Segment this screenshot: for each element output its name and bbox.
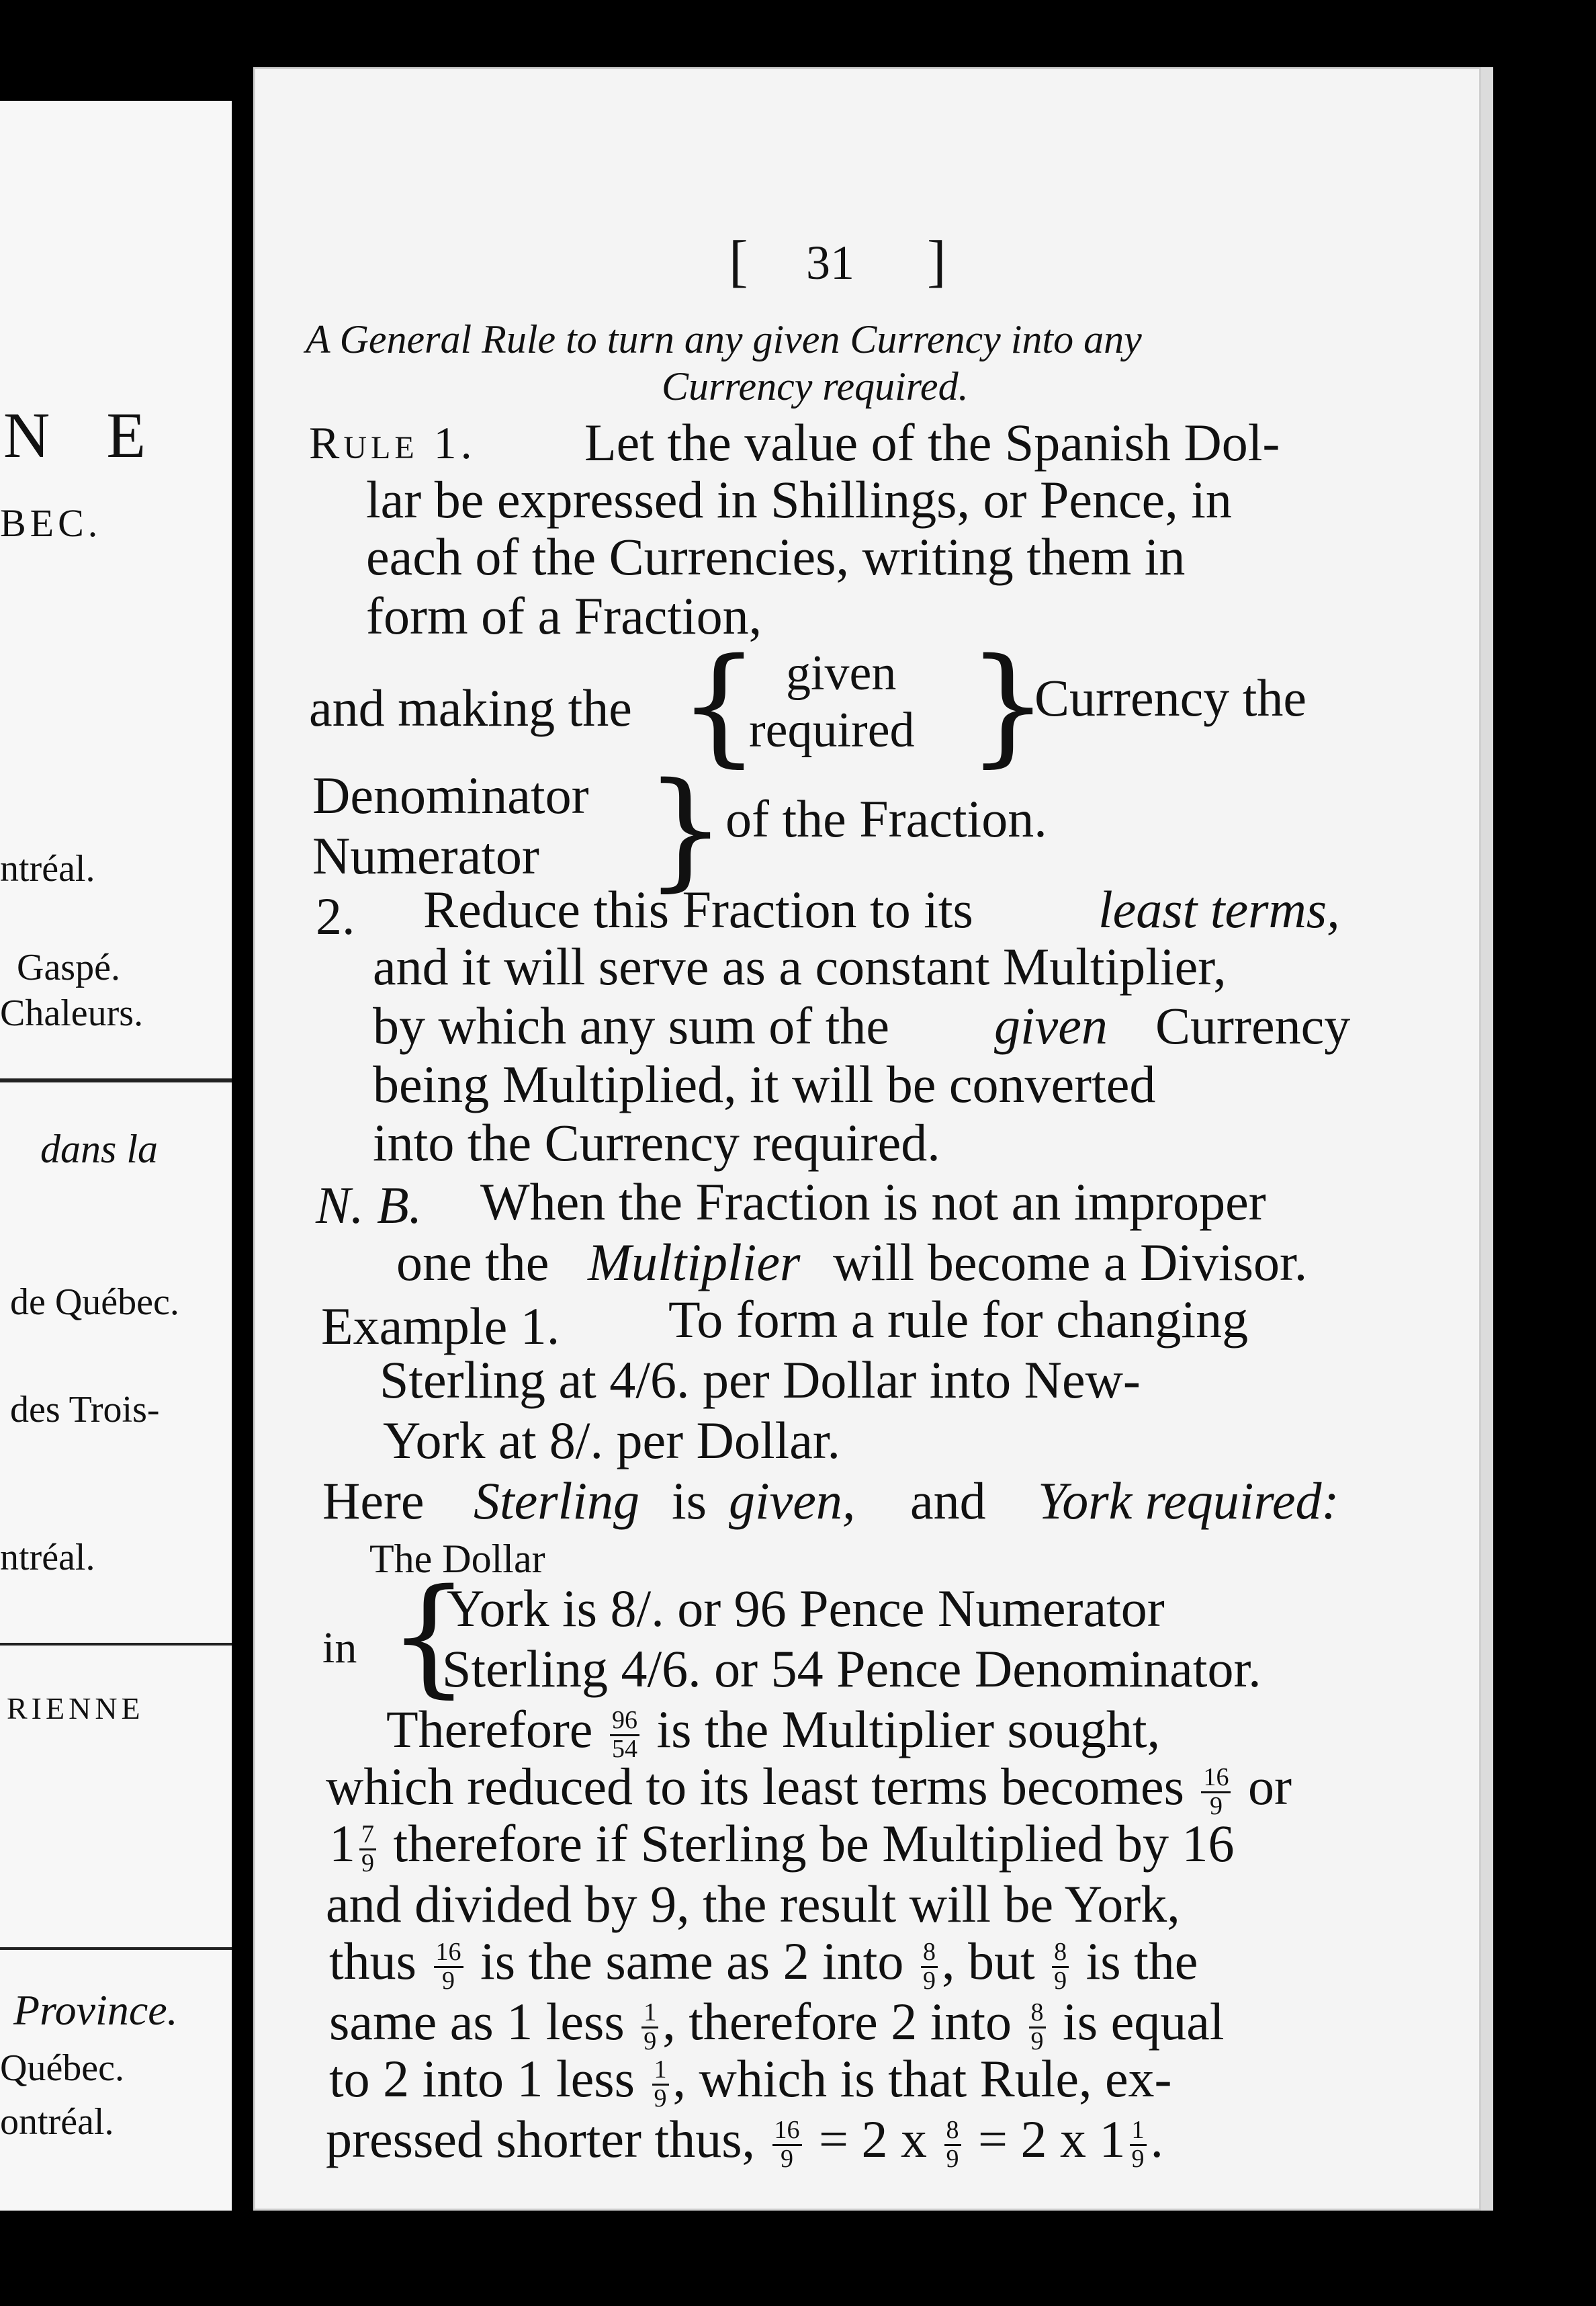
text-line: and	[910, 1471, 986, 1530]
fraction: $\frac{16}{9}$	[1201, 1764, 1231, 1820]
left-line: Québec.	[0, 2047, 125, 2089]
option-required: required	[749, 703, 915, 758]
text-line: each of the Currencies, writing them in	[366, 527, 1186, 586]
fraction: $\frac{7}{9}$	[359, 1822, 376, 1877]
text-line: Currency the	[1034, 669, 1307, 727]
fraction: $\frac{16}{9}$	[772, 2117, 802, 2173]
heading-line: A General Rule to turn any given Currency into any	[306, 317, 1142, 361]
right-brace-icon: }	[645, 755, 726, 904]
fraction: $\frac{96}{54}$	[610, 1707, 639, 1763]
fraction: $\frac{1}{9}$	[641, 2000, 658, 2055]
text-line: will become a Divisor.	[833, 1233, 1308, 1291]
text-line: thus $\frac{16}{9}$ is the same as 2 into $\frac{8}{9}$ , but $\frac{8}{9}$ is the	[329, 1932, 1198, 1995]
example-label: Example 1.	[321, 1297, 560, 1355]
option-numerator: Numerator	[312, 826, 539, 885]
left-divider	[0, 1643, 232, 1646]
left-line: des Trois-	[10, 1389, 160, 1430]
page-number: 31	[806, 236, 854, 290]
note-label: N. B.	[316, 1176, 423, 1234]
text-emphasis: given,	[729, 1471, 856, 1530]
text-line: to 2 into 1 less $\frac{1}{9}$ , which is that Rule, ex-	[329, 2049, 1172, 2112]
text-emphasis: least terms,	[1098, 880, 1340, 939]
text-line: 1 $\frac{7}{9}$ therefore if Sterling be Multiplied by 16	[329, 1814, 1235, 1877]
text-line: Here	[322, 1471, 425, 1530]
fraction: $\frac{1}{9}$	[652, 2057, 669, 2112]
page-number-bracket-close: ]	[927, 228, 946, 293]
text-emphasis: York required:	[1038, 1471, 1339, 1530]
option-denominator: Denominator	[312, 766, 589, 824]
left-line: Gaspé.	[17, 947, 120, 988]
text-line: in	[322, 1623, 357, 1672]
text-line: being Multiplied, it will be converted	[373, 1055, 1156, 1113]
text-line: same as 1 less $\frac{1}{9}$ , therefore 2 into $\frac{8}{9}$ is equal	[329, 1992, 1225, 2055]
text-line: Sterling at 4/6. per Dollar into New-	[380, 1351, 1141, 1409]
text-line: and making the	[309, 679, 632, 737]
page-number-bracket-open: [	[729, 228, 748, 293]
fraction: $\frac{1}{9}$	[1130, 2117, 1147, 2173]
text-line: and it will serve as a constant Multiplier,	[373, 937, 1227, 996]
left-line: RIENNE	[7, 1691, 144, 1725]
fraction: $\frac{16}{9}$	[434, 1939, 463, 1995]
left-line: N E	[3, 399, 166, 471]
text-line: Reduce this Fraction to its	[423, 880, 973, 939]
text-line: When the Fraction is not an improper	[480, 1172, 1266, 1231]
text-line: York is 8/. or 96 Pence Numerator	[447, 1579, 1165, 1637]
text-emphasis: given	[994, 996, 1108, 1055]
left-line: Chaleurs.	[0, 992, 144, 1034]
text-line: which reduced to its least terms becomes $\frac{16}{9}$ or	[326, 1757, 1292, 1820]
text-line: Currency	[1155, 996, 1351, 1055]
left-brace-icon: {	[678, 631, 760, 779]
text-line: is	[672, 1471, 707, 1530]
text-line: Sterling 4/6. or 54 Pence Denominator.	[442, 1639, 1261, 1698]
fraction: $\frac{8}{9}$	[944, 2117, 961, 2173]
text-line: The Dollar	[369, 1537, 545, 1581]
left-line: dans la	[40, 1127, 159, 1171]
left-brace-icon: {	[388, 1562, 470, 1710]
right-brace-icon: }	[967, 631, 1049, 779]
rule-label: 2.	[316, 887, 355, 945]
fraction: $\frac{8}{9}$	[1052, 1939, 1069, 1995]
left-line: de Québec.	[10, 1281, 179, 1323]
left-line: ntréal.	[0, 1537, 95, 1578]
option-given: given	[786, 646, 897, 701]
rule-label: Rule 1.	[309, 417, 476, 468]
left-divider	[0, 1078, 232, 1082]
left-line: BEC.	[0, 501, 102, 545]
text-emphasis: Multiplier	[588, 1233, 801, 1291]
text-line: Therefore $\frac{96}{54}$ is the Multiplier sought,	[386, 1700, 1161, 1763]
fraction: $\frac{8}{9}$	[921, 1939, 938, 1995]
heading-line: Currency required.	[662, 364, 969, 409]
text-line: one the	[396, 1233, 549, 1291]
text-emphasis: Sterling	[474, 1471, 639, 1530]
text-line: into the Currency required.	[373, 1113, 940, 1172]
left-divider	[0, 1947, 232, 1950]
text-line: lar be expressed in Shillings, or Pence, in	[366, 470, 1232, 529]
text-line: by which any sum of the	[373, 996, 890, 1055]
text-line: form of a Fraction,	[366, 587, 762, 645]
fraction: $\frac{8}{9}$	[1029, 2000, 1046, 2055]
left-line: ontréal.	[0, 2101, 114, 2143]
left-page-fragment	[0, 101, 232, 2211]
text-line: York at 8/. per Dollar.	[383, 1411, 841, 1469]
text-line: pressed shorter thus, $\frac{16}{9}$ = 2 x $\frac{8}{9}$ = 2 x 1 $\frac{1}{9}$ .	[326, 2110, 1164, 2173]
left-line: ntréal.	[0, 848, 95, 890]
text-line: of the Fraction.	[725, 789, 1047, 848]
text-line: and divided by 9, the result will be York,	[326, 1875, 1180, 1933]
text-line: To form a rule for changing	[668, 1290, 1249, 1349]
left-line: Province.	[13, 1986, 178, 2034]
text-line: Let the value of the Spanish Dol-	[584, 413, 1280, 472]
